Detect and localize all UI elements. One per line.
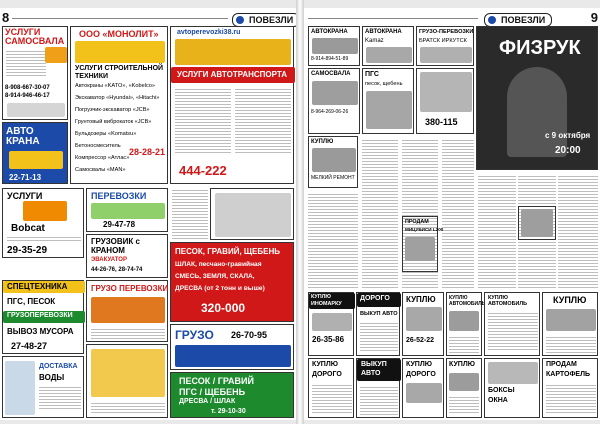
ad-avtokran xyxy=(2,122,68,184)
ad-line: ДРЕСВА (от 2 тонн и выше) xyxy=(175,285,265,292)
ad-subtitle: ЭВАКУАТОР xyxy=(91,257,127,263)
ad-title: КУПЛЮ xyxy=(312,361,338,368)
ad-text-lines xyxy=(488,311,538,351)
ad-text-lines xyxy=(449,395,479,415)
ad-phone: 26-70-95 xyxy=(231,330,268,340)
ad-title: ВЫКУП xyxy=(361,361,387,368)
ad-title: КУПЛЮ xyxy=(311,139,334,145)
ad-subtitle: песок, щебень xyxy=(365,81,403,87)
ad-right-top-4 xyxy=(308,68,360,134)
ad-phone: 380-115 xyxy=(425,117,458,127)
ad-subtitle: ВЫКУП АВТО xyxy=(360,311,398,317)
left-page xyxy=(0,8,296,420)
trucks-image xyxy=(91,349,165,397)
ad-pgs xyxy=(170,372,294,418)
ad-bottom-3 xyxy=(402,292,444,356)
ad-phone: 28-28-21 xyxy=(129,147,166,157)
ad-phone: 320-000 xyxy=(201,301,246,315)
ad-line: ГРУЗОПЕРЕВОЗКИ xyxy=(7,312,73,319)
ad-text-lines xyxy=(7,235,81,243)
ad-phone: 44-26-76, 28-74-74 xyxy=(91,267,143,273)
car-image xyxy=(405,237,435,261)
truck-image xyxy=(215,193,291,237)
ad-bottom-12 xyxy=(542,358,598,418)
ad-subtitle: МЕЛКИЙ РЕМОНТ xyxy=(311,175,355,181)
machinery-image xyxy=(75,41,165,63)
ad-subtitle: Kamaz xyxy=(365,38,384,44)
header-rule xyxy=(12,18,228,19)
poster-date: с 9 октября xyxy=(545,131,591,140)
car-image xyxy=(312,313,352,331)
truck-image xyxy=(420,47,472,63)
ad-perevozki xyxy=(86,188,168,232)
ad-line: ПГС / ЩЕБЕНЬ xyxy=(179,387,246,397)
text-column xyxy=(362,138,398,288)
ad-bottom-8 xyxy=(356,358,400,418)
ad-bottom-1 xyxy=(308,292,354,356)
ad-title: АВТОКРАНА xyxy=(311,29,348,35)
service-line: Автокраны «KATO», «Kobelco» xyxy=(75,83,156,89)
truck-image xyxy=(312,81,358,105)
ad-pesok xyxy=(170,242,294,322)
service-line: Самосвалы «MAN» xyxy=(75,167,126,173)
ad-phone: 29-47-78 xyxy=(103,220,136,229)
ad-title: ДОСТАВКА xyxy=(39,363,78,370)
service-line: Экскаватор «Hyundai», «Hitachi» xyxy=(75,95,160,101)
page-number-left: 8 xyxy=(2,10,10,25)
ad-title: КУПЛЮ xyxy=(406,295,436,304)
ad-phone: 26-52-22 xyxy=(406,337,435,344)
logo-left: ПОВЕЗЛИ xyxy=(232,13,300,27)
truck-image xyxy=(366,47,412,63)
poster-headline: ФИЗРУК xyxy=(499,37,581,59)
ad-subtitle: ВОДЫ xyxy=(39,373,65,382)
ad-bottom-9 xyxy=(402,358,444,418)
ad-phone: 8-914-894-51-89 xyxy=(311,56,349,62)
ad-text-lines xyxy=(39,385,81,411)
ad-title: ПЕСОК, ГРАВИЙ, ЩЕБЕНЬ xyxy=(175,247,280,256)
ad-bobcat xyxy=(2,188,84,258)
page-number-right: 9 xyxy=(590,10,598,25)
truck-image xyxy=(420,72,472,112)
ad-right-top-3 xyxy=(416,26,474,66)
ad-bottom-7 xyxy=(308,358,354,418)
ad-website: avtoperevozki38.ru xyxy=(177,29,241,36)
ad-text-lines xyxy=(546,335,596,353)
ad-title: ГРУЗО xyxy=(175,328,214,342)
ad-title: ГРУЗОВИК с КРАНОМ xyxy=(91,237,140,255)
ad-title: КУПЛЮ АВТОМОБИЛЬ xyxy=(449,295,486,307)
ad-small xyxy=(210,188,294,240)
text-column xyxy=(308,192,358,288)
machinery-image xyxy=(175,39,291,65)
ad-subtitle: МИЦУБИСИ L200 xyxy=(405,227,444,232)
ad-line: СМЕСЬ, ЗЕМЛЯ, СКАЛА, xyxy=(175,273,255,280)
ad-line: ВЫВОЗ МУСОРА xyxy=(7,327,74,336)
truck-image xyxy=(91,297,165,323)
ad-phone: 22-71-13 xyxy=(9,173,42,182)
ad-subtitle: ДОРОГО xyxy=(406,371,436,378)
ad-title: КУПЛЮ АВТОМОБИЛЬ xyxy=(488,295,528,307)
header-rule xyxy=(308,18,478,19)
person-image xyxy=(507,67,567,157)
text-column xyxy=(558,174,598,288)
ad-title: КУПЛЮ ИНОМАРКУ xyxy=(311,294,342,307)
ad-right-top-1 xyxy=(308,26,360,66)
ad-text-lines xyxy=(360,385,398,415)
ad-title: КУПЛЮ xyxy=(406,361,432,368)
ad-bottom-4 xyxy=(446,292,486,356)
ad-title: КУПЛЮ xyxy=(553,295,587,305)
ad-title: АВТО КРАНА xyxy=(6,126,40,147)
ad-title: БОКСЫ xyxy=(488,387,515,394)
ad-subtitle: ОКНА xyxy=(488,397,508,404)
ad-phone: 8-908-667-30-07 xyxy=(5,85,50,91)
ad-sale xyxy=(402,216,444,272)
ad-spectech xyxy=(2,280,84,354)
ad-headline: УСЛУГИ СТРОИТЕЛЬНОЙ ТЕХНИКИ xyxy=(75,65,164,80)
ad-title: ДОРОГО xyxy=(360,295,390,302)
truck-image xyxy=(175,345,291,367)
ad-text-lines xyxy=(175,87,231,153)
ad-text-lines xyxy=(6,49,46,77)
service-line: Бетоносмеситель xyxy=(75,143,121,149)
truck-image xyxy=(91,203,165,219)
bobcat-image xyxy=(23,201,67,221)
service-line: Грунтовый виброкаток «JCB» xyxy=(75,119,152,125)
ad-gruzoperevozki xyxy=(86,280,168,342)
ad-bottom-2 xyxy=(356,292,400,356)
ad-bottom-10 xyxy=(446,358,482,418)
truck-image xyxy=(7,103,65,117)
car-image xyxy=(406,307,442,331)
ad-small xyxy=(518,206,556,240)
ad-right-top-2 xyxy=(362,26,414,66)
service-line: Бульдозеры «Komatsu» xyxy=(75,131,137,137)
ad-phone: 8-964-269-06-26 xyxy=(311,109,349,115)
ad-title: СПЕЦТЕХНИКА xyxy=(7,282,68,291)
ad-title: ГРУЗО-ПЕРЕВОЗКИ xyxy=(419,29,474,35)
ad-bottom-5 xyxy=(484,292,540,356)
service-line: Погрузчик-экскаватор «JCB» xyxy=(75,107,150,113)
ad-title: УСЛУГИ xyxy=(7,191,43,201)
ad-text-lines xyxy=(91,327,165,339)
poster-time: 20:00 xyxy=(555,145,581,156)
ad-right-top-5 xyxy=(362,68,414,134)
text-column xyxy=(442,138,474,288)
ad-title: ПРОДАМ xyxy=(546,361,577,368)
ad-title: ГРУЗО ПЕРЕВОЗКИ xyxy=(91,284,169,293)
ad-phone: 27-48-27 xyxy=(11,341,48,351)
ad-avtotransport xyxy=(170,26,294,184)
ad-line: ШЛАК, песчано-гравийная xyxy=(175,261,262,268)
ad-bottom-6 xyxy=(542,292,598,356)
right-page xyxy=(304,8,600,420)
ad-subtitle: ДОРОГО xyxy=(312,371,342,378)
ad-headline: УСЛУГИ АВТОТРАНСПОРТА xyxy=(177,70,288,79)
ad-line: ДРЕСВА / ШЛАК xyxy=(179,398,236,405)
ad-title: ПГС xyxy=(365,71,379,78)
ad-title: УСЛУГИ САМОСВАЛА xyxy=(5,27,65,46)
ad-gruzovik xyxy=(86,234,168,278)
car-image xyxy=(449,311,479,331)
ad-subtitle: БРАТСК ИРКУТСК xyxy=(419,38,467,44)
ad-text-lines xyxy=(546,383,596,415)
crane-image xyxy=(9,151,63,169)
ad-samosval xyxy=(2,26,68,120)
ad-line: ПГС, ПЕСОК xyxy=(7,297,56,306)
ad-poster xyxy=(476,26,598,170)
ad-phone: 444-222 xyxy=(179,163,227,178)
ad-title: ПРОДАМ xyxy=(405,219,429,225)
car-image xyxy=(312,148,356,172)
ad-phone: 8-914-946-46-17 xyxy=(5,93,50,99)
ad-text-lines xyxy=(312,383,352,415)
crane-image xyxy=(312,38,358,54)
ad-brand: Bobcat xyxy=(11,223,45,234)
ad-title: АВТОКРАНА xyxy=(365,29,402,35)
ad-title: КУПЛЮ xyxy=(449,361,475,368)
ad-dostavka xyxy=(2,356,84,418)
text-column xyxy=(478,174,516,288)
ad-phone: 29-35-29 xyxy=(7,245,48,256)
page-fold xyxy=(296,0,304,424)
ad-text-lines xyxy=(91,401,165,415)
ad-text-lines xyxy=(360,321,398,351)
truck-image xyxy=(45,47,67,63)
ad-bottom-11 xyxy=(484,358,540,418)
water-image xyxy=(5,361,35,415)
car-image xyxy=(546,309,596,331)
ad-title: ПЕРЕВОЗКИ xyxy=(91,191,147,201)
ad-phone: т. 29-10-30 xyxy=(211,408,246,415)
ad-subtitle: КАРТОФЕЛЬ xyxy=(546,371,591,378)
ad-text-lines xyxy=(235,87,291,153)
service-line: Компрессор «Атлас» xyxy=(75,155,130,161)
ad-trucks xyxy=(86,344,168,418)
car-image xyxy=(406,383,442,403)
truck-image xyxy=(366,91,412,129)
logo-right: ПОВЕЗЛИ xyxy=(484,13,552,27)
ad-monolit xyxy=(70,26,168,184)
ad-gruzo xyxy=(170,324,294,370)
ad-right-top-6 xyxy=(416,68,474,134)
ad-phone: 26-35-86 xyxy=(312,335,345,344)
car-image xyxy=(449,373,479,391)
ad-title: САМОСВАЛА xyxy=(311,71,351,77)
car-image xyxy=(521,209,553,237)
ad-remont xyxy=(308,136,358,188)
ad-title: ПЕСОК / ГРАВИЙ xyxy=(179,376,254,386)
ad-text-lines xyxy=(449,335,479,353)
ad-subtitle: АВТО xyxy=(361,370,381,377)
building-image xyxy=(488,362,538,384)
ad-company: ООО «МОНОЛИТ» xyxy=(79,29,159,39)
text-column xyxy=(172,188,208,240)
